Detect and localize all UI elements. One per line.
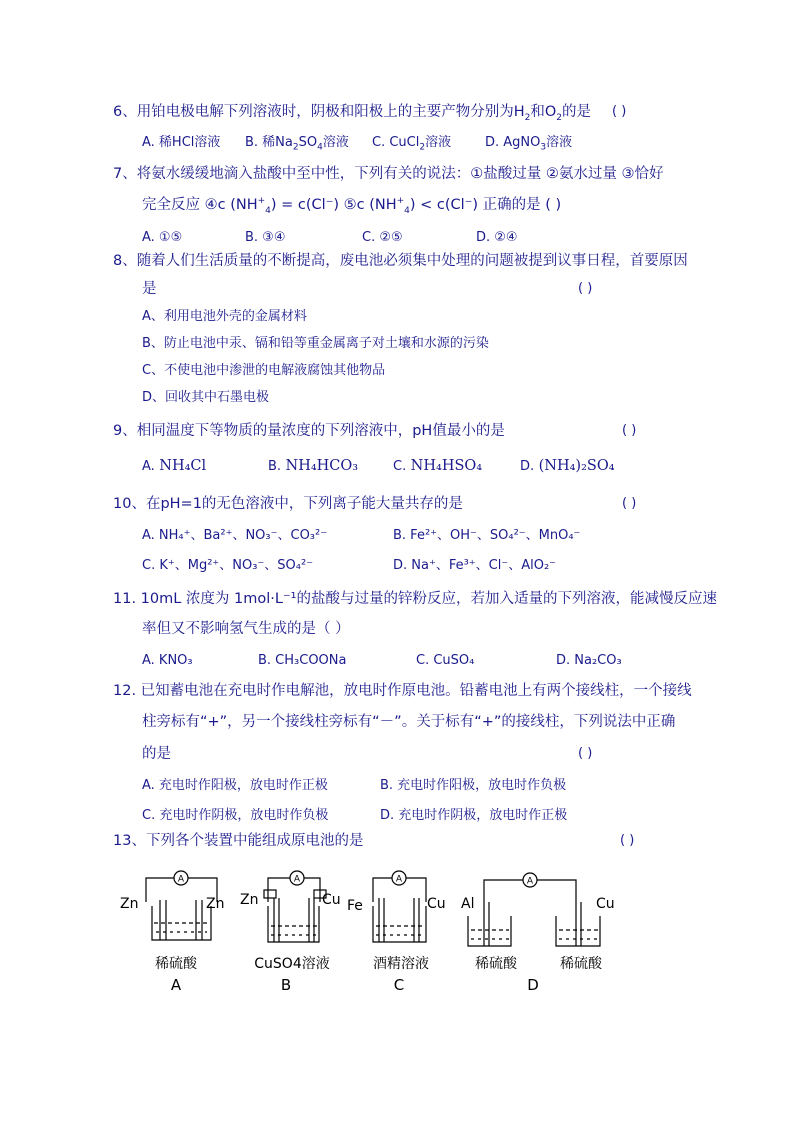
q9-option-a-formula: NH₄Cl bbox=[159, 458, 207, 474]
q13-answer-paren[interactable]: ( ) bbox=[620, 833, 635, 848]
q12-stem-line1: 12. 已知蓄电池在充电时作电解池，放电时作原电池。铅蓄电池上有两个接线柱，一个接线 bbox=[113, 683, 692, 699]
q6-option-d-sub: 3 bbox=[540, 142, 547, 153]
q6-option-b-sub2: 4 bbox=[317, 142, 323, 153]
q12-option-b[interactable]: B. 充电时作阳极，放电时作负极 bbox=[380, 778, 567, 793]
cell-b-meter-label: A bbox=[293, 874, 301, 885]
q6-option-b-text3: 溶液 bbox=[322, 135, 349, 150]
cell-a-left-electrode-label: Zn bbox=[120, 896, 139, 912]
q6-stem-text2: 和O bbox=[530, 104, 557, 120]
q6-option-b-text2: SO bbox=[298, 135, 318, 150]
q6-stem-text3: 的是 bbox=[562, 104, 592, 120]
q13-stem: 13、下列各个装置中能组成原电池的是 bbox=[113, 833, 364, 849]
q12-answer-paren[interactable]: ( ) bbox=[578, 746, 593, 761]
q8-answer-paren[interactable]: ( ) bbox=[578, 281, 593, 296]
cell-d-solution-label-left: 稀硫酸 bbox=[475, 956, 517, 972]
q7-stem-text-a: 完全反应 ④c (NH bbox=[142, 197, 258, 213]
q6-option-d-text2: 溶液 bbox=[546, 135, 573, 150]
cell-a-solution-label: 稀硫酸 bbox=[155, 956, 197, 972]
q11-option-c[interactable]: C. CuSO₄ bbox=[416, 653, 475, 668]
q6-option-c-sub: 2 bbox=[419, 142, 426, 153]
q8-stem-line2: 是 bbox=[142, 281, 157, 297]
q9-option-a[interactable] bbox=[142, 457, 206, 476]
q9-option-d-label: D. bbox=[520, 459, 535, 474]
q10-answer-paren[interactable]: ( ) bbox=[622, 496, 637, 511]
q10-option-a[interactable]: A. NH₄⁺、Ba²⁺、NO₃⁻、CO₃²⁻ bbox=[142, 528, 328, 543]
cell-d-meter-label: A bbox=[526, 876, 534, 887]
q10-option-c[interactable]: C. K⁺、Mg²⁺、NO₃⁻、SO₄²⁻ bbox=[142, 558, 314, 573]
q6-answer-paren[interactable]: ( ) bbox=[612, 104, 627, 119]
q6-option-d[interactable] bbox=[485, 134, 572, 152]
q7-option-b[interactable]: B. ③④ bbox=[245, 230, 286, 245]
cell-b-left-electrode-label: Zn bbox=[240, 892, 259, 908]
cell-b-right-electrode-label: Cu bbox=[322, 892, 341, 908]
q9-option-c-label: C. bbox=[393, 459, 407, 474]
cell-d-solution-label-right: 稀硫酸 bbox=[560, 956, 602, 972]
q9-option-b-label: B. bbox=[268, 459, 282, 474]
q7-stem-line2 bbox=[142, 196, 561, 214]
q8-stem-line1: 8、随着人们生活质量的不断提高，废电池必须集中处理的问题被提到议事日程，首要原因 bbox=[113, 253, 688, 269]
q12-stem-line3: 的是 bbox=[142, 746, 171, 762]
cell-c-letter: C bbox=[393, 976, 405, 994]
cell-d-right-electrode-label: Cu bbox=[596, 896, 615, 912]
q7-sub-a: 4 bbox=[265, 205, 271, 216]
q6-option-d-text: D. AgNO bbox=[485, 135, 541, 150]
cell-a-right-electrode-label: Zn bbox=[206, 896, 225, 912]
q9-option-a-label: A. bbox=[142, 459, 155, 474]
q7-sub-b: 4 bbox=[404, 205, 410, 216]
q6-option-b-text: B. 稀Na bbox=[245, 135, 293, 150]
q6-sub: 2 bbox=[524, 112, 531, 123]
q11-option-a[interactable]: A. KNO₃ bbox=[142, 653, 193, 668]
cell-b-clip-left bbox=[264, 890, 276, 898]
q6-option-b-sub: 2 bbox=[292, 142, 299, 153]
q8-option-a[interactable]: A、利用电池外壳的金属材料 bbox=[142, 309, 307, 324]
cell-d-letter: D bbox=[527, 976, 539, 994]
q9-option-c[interactable] bbox=[393, 457, 482, 476]
q7-stem-line1: 7、将氨水缓缓地滴入盐酸中至中性，下列有关的说法：①盐酸过量 ②氨水过量 ③恰好 bbox=[113, 166, 664, 182]
q7-sup-a: + bbox=[257, 196, 266, 207]
electrochemical-cells-figure bbox=[116, 868, 636, 998]
q9-option-d[interactable] bbox=[520, 457, 615, 476]
q9-option-d-formula: (NH₄)₂SO₄ bbox=[538, 458, 615, 474]
cell-c-solution-label: 酒精溶液 bbox=[373, 956, 429, 972]
q7-option-c[interactable]: C. ②⑤ bbox=[362, 230, 403, 245]
q11-option-b[interactable]: B. CH₃COONa bbox=[258, 653, 347, 668]
q7-stem-text-c: ) < c(Cl⁻) 正确的是 ( ) bbox=[409, 197, 562, 213]
q10-option-d[interactable]: D. Na⁺、Fe³⁺、Cl⁻、AlO₂⁻ bbox=[393, 558, 557, 573]
q8-option-b[interactable]: B、防止电池中汞、镉和铅等重金属离子对土壤和水源的污染 bbox=[142, 336, 489, 351]
q9-option-c-formula: NH₄HSO₄ bbox=[410, 458, 483, 474]
q8-option-d[interactable]: D、回收其中石墨电极 bbox=[142, 390, 270, 405]
q12-stem-line2: 柱旁标有“+”，另一个接线柱旁标有“－”。关于标有“+”的接线柱，下列说法中正确 bbox=[142, 714, 676, 730]
q6-option-a[interactable] bbox=[142, 134, 220, 152]
q7-sup-b: + bbox=[396, 196, 405, 207]
q6-sub2: 2 bbox=[556, 112, 563, 123]
q8-option-c[interactable]: C、不使电池中渗泄的电解液腐蚀其他物品 bbox=[142, 363, 386, 378]
cell-a-meter-label: A bbox=[177, 874, 185, 885]
q12-option-c[interactable]: C. 充电时作阴极，放电时作负极 bbox=[142, 808, 329, 823]
q10-option-b[interactable]: B. Fe²⁺、OH⁻、SO₄²⁻、MnO₄⁻ bbox=[393, 528, 581, 543]
q9-stem: 9、相同温度下等物质的量浓度的下列溶液中，pH值最小的是 bbox=[113, 423, 505, 439]
q11-stem-line1: 11. 10mL 浓度为 1mol·L⁻¹的盐酸与过量的锌粉反应，若加入适量的下列溶液，能减慢反应速 bbox=[113, 591, 717, 607]
q7-stem-text-b: ) = c(Cl⁻) ⑤c (NH bbox=[270, 197, 397, 213]
cell-c-beaker bbox=[373, 906, 426, 942]
cell-d-beaker-right bbox=[556, 916, 600, 946]
q6-option-c-text: C. CuCl bbox=[372, 135, 420, 150]
q7-option-d[interactable]: D. ②④ bbox=[476, 230, 518, 245]
q6-option-c-text2: 溶液 bbox=[425, 135, 452, 150]
cell-b-beaker bbox=[268, 906, 319, 942]
q9-option-b[interactable] bbox=[268, 457, 358, 476]
q11-stem-line2: 率但又不影响氢气生成的是（ ） bbox=[142, 621, 350, 637]
q6-option-b[interactable] bbox=[245, 134, 349, 152]
q9-answer-paren[interactable]: ( ) bbox=[622, 423, 637, 438]
q12-option-a[interactable]: A. 充电时作阳极，放电时作正极 bbox=[142, 778, 328, 793]
cell-b-letter: B bbox=[280, 976, 292, 994]
q9-option-b-formula: NH₄HCO₃ bbox=[285, 458, 359, 474]
cell-d[interactable] bbox=[468, 873, 600, 946]
q6-stem bbox=[113, 103, 591, 121]
q6-option-c[interactable] bbox=[372, 134, 451, 152]
q6-option-a-text: A. 稀HCl溶液 bbox=[142, 135, 221, 150]
cell-d-left-electrode-label: Al bbox=[461, 896, 475, 912]
cell-a-letter: A bbox=[170, 976, 182, 994]
cell-c-meter-label: A bbox=[395, 874, 403, 885]
q10-stem: 10、在pH=1的无色溶液中，下列离子能大量共存的是 bbox=[113, 496, 463, 512]
cell-b-solution-label: CuSO4溶液 bbox=[254, 956, 330, 972]
cell-c-left-electrode-label: Fe bbox=[347, 898, 363, 914]
q11-option-d[interactable]: D. Na₂CO₃ bbox=[556, 653, 622, 668]
q6-stem-text: 6、用铂电极电解下列溶液时，阴极和阳极上的主要产物分别为H bbox=[113, 104, 525, 120]
cell-c-right-electrode-label: Cu bbox=[427, 896, 446, 912]
q7-option-a[interactable]: A. ①⑤ bbox=[142, 230, 183, 245]
q12-option-d[interactable]: D. 充电时作阴极，放电时作正极 bbox=[380, 808, 568, 823]
